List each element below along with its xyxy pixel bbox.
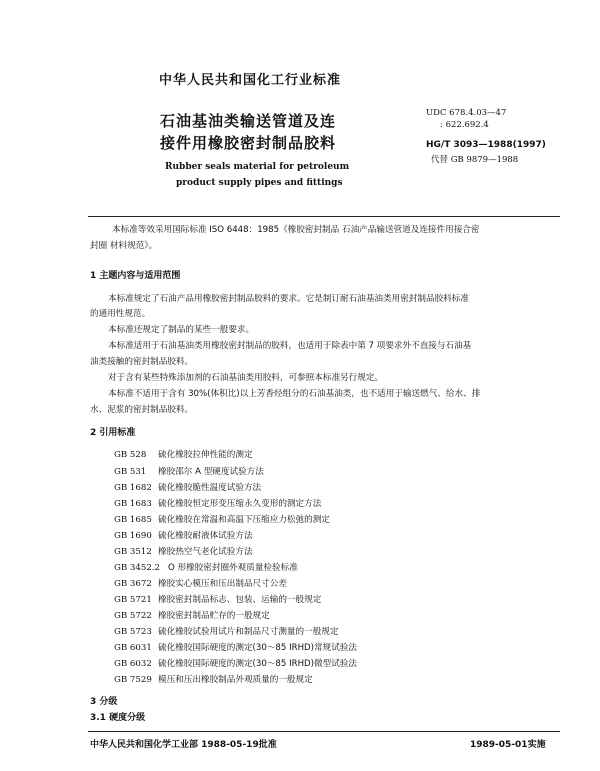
section1-p4: 对于含有某些特殊添加剂的石油基油类用胶料，可参照本标准另行规定。 bbox=[108, 373, 384, 383]
reference-code: GB 7529 bbox=[114, 675, 152, 685]
reference-code: GB 6032 bbox=[114, 659, 152, 669]
section1-p3-line2: 油类接触的密封制品胶料。 bbox=[90, 357, 194, 367]
intro-line1: 本标准等效采用国际标准 ISO 6448：1985《橡胶密封制品 石油产品输送管道及连接件用接合密 bbox=[112, 225, 480, 235]
reference-code: GB 1682 bbox=[114, 483, 152, 493]
reference-code: GB 1690 bbox=[114, 531, 152, 541]
section1-p5-line1: 本标准不适用于含有 30%(体积比)以上芳香烃组分的石油基油类，也不适用于输送燃气、给水、排 bbox=[108, 389, 481, 399]
reference-code: GB 5723 bbox=[114, 627, 152, 637]
reference-title: 橡胶密封制品贮存的一般规定 bbox=[158, 611, 270, 621]
reference-title: 橡胶邵尔 A 型硬度试验方法 bbox=[158, 467, 264, 477]
replaces-standard: 代替 GB 9879—1988 bbox=[431, 155, 519, 165]
reference-item bbox=[114, 561, 298, 573]
reference-code: GB 5722 bbox=[114, 611, 152, 621]
header-rule bbox=[88, 216, 560, 217]
reference-item bbox=[114, 577, 287, 589]
section2-heading: 2 引用标准 bbox=[90, 428, 136, 438]
reference-code: GB 3512 bbox=[114, 547, 152, 557]
title-en-line1: Rubber seals material for petroleum bbox=[165, 162, 350, 172]
reference-item bbox=[114, 673, 313, 685]
section1-p3-line1: 本标准适用于石油基油类用橡胶密封制品的胶料，也适用于除表中第 7 项要求外不直接与石油基 bbox=[108, 341, 472, 351]
reference-item bbox=[114, 609, 270, 621]
reference-item bbox=[114, 513, 330, 525]
reference-title: 硫化橡胶脆性温度试验方法 bbox=[158, 483, 262, 493]
standard-number: HG/T 3093—1988(1997) bbox=[426, 140, 546, 150]
section3-heading: 3 分级 bbox=[90, 697, 118, 707]
reference-item bbox=[114, 641, 357, 653]
reference-code: GB 1685 bbox=[114, 515, 152, 525]
section1-p1-line1: 本标准规定了石油产品用橡胶密封制品胶料的要求。它是制订耐石油基油类用密封制品胶料标准 bbox=[108, 294, 469, 304]
reference-title: 硫化橡胶在常温和高温下压缩应力松弛的测定 bbox=[158, 515, 330, 525]
reference-code: GB 6031 bbox=[114, 643, 152, 653]
approval-date: 中华人民共和国化学工业部 1988-05-19批准 bbox=[90, 740, 277, 750]
title-cn-line1: 石油基油类输送管道及连 bbox=[160, 112, 337, 130]
reference-code: GB 5721 bbox=[114, 595, 152, 605]
reference-title: 硫化橡胶试验用试片和制品尺寸测量的一般规定 bbox=[158, 627, 339, 637]
reference-title: O 形橡胶密封圈外观质量检验标准 bbox=[168, 563, 298, 573]
reference-title: 橡胶密封制品标志、包装、运输的一般规定 bbox=[158, 595, 322, 605]
section1-p5-line2: 水、泥浆的密封制品胶料。 bbox=[90, 405, 194, 415]
reference-item bbox=[114, 625, 338, 637]
reference-title: 硫化橡胶国际硬度的测定(30～85 IRHD)常规试验法 bbox=[158, 643, 357, 653]
footer-rule bbox=[88, 731, 560, 732]
reference-title: 硫化橡胶拉伸性能的测定 bbox=[158, 450, 253, 460]
section1-heading: 1 主题内容与适用范围 bbox=[90, 271, 181, 281]
reference-title: 橡胶实心模压和压出制品尺寸公差 bbox=[158, 579, 287, 589]
udc-code-cont: : 622.692.4 bbox=[440, 120, 489, 130]
effective-date: 1989-05-01实施 bbox=[470, 740, 546, 750]
section1-p1-line2: 的通用性规范。 bbox=[90, 309, 151, 319]
intro-line2: 封圈 材料规范》。 bbox=[90, 241, 158, 251]
reference-item bbox=[114, 545, 253, 557]
reference-code: GB 528 bbox=[114, 450, 147, 460]
title-en-line2: product supply pipes and fittings bbox=[176, 178, 343, 188]
reference-code: GB 1683 bbox=[114, 499, 152, 509]
reference-item bbox=[114, 497, 321, 509]
udc-code: UDC 678.4.03—47 bbox=[426, 108, 507, 118]
reference-item bbox=[114, 481, 261, 493]
reference-code: GB 3452.2 bbox=[114, 563, 160, 573]
reference-title: 模压和压出橡胶制品外观质量的一般规定 bbox=[158, 675, 313, 685]
reference-item bbox=[114, 448, 253, 460]
reference-item bbox=[114, 657, 357, 669]
reference-title: 橡胶热空气老化试验方法 bbox=[158, 547, 253, 557]
title-cn-line2: 接件用橡胶密封制品胶料 bbox=[160, 134, 337, 152]
section3-sub-heading: 3.1 硬度分级 bbox=[90, 713, 146, 723]
reference-item bbox=[114, 465, 264, 477]
reference-title: 硫化橡胶国际硬度的测定(30～85 IRHD)微型试验法 bbox=[158, 659, 357, 669]
standard-type: 中华人民共和国化工行业标准 bbox=[159, 73, 342, 88]
reference-item bbox=[114, 593, 321, 605]
reference-item bbox=[114, 529, 253, 541]
section1-p2: 本标准还规定了制品的某些一般要求。 bbox=[108, 325, 255, 335]
reference-code: GB 531 bbox=[114, 467, 147, 477]
reference-title: 硫化橡胶耐液体试验方法 bbox=[158, 531, 253, 541]
reference-code: GB 3672 bbox=[114, 579, 152, 589]
reference-title: 硫化橡胶恒定形变压缩永久变形的测定方法 bbox=[158, 499, 322, 509]
